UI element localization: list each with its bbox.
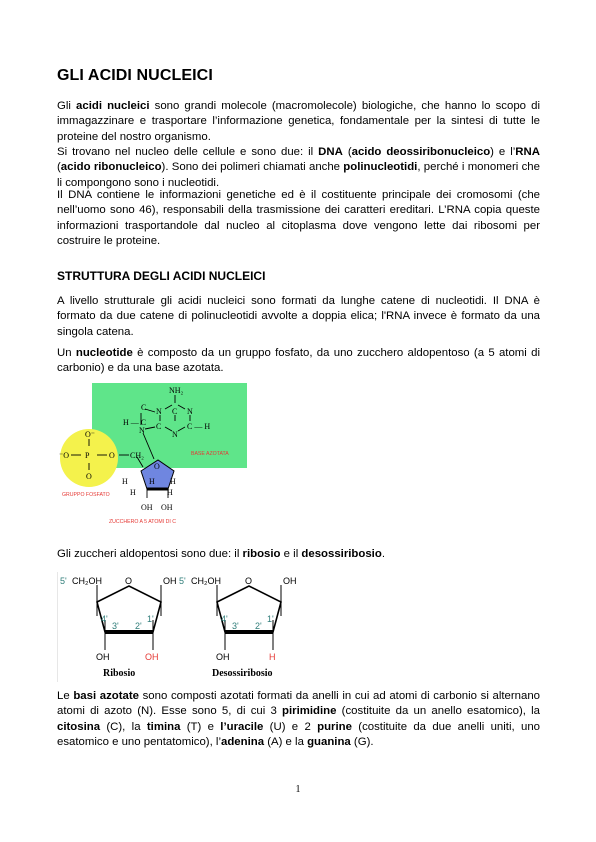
n-atom: N [172,430,178,439]
h-atom: H [167,488,173,497]
base-label: BASE AZOTATA [191,451,229,457]
c5-label: 5' [60,576,67,586]
oh-label: OH [96,652,110,662]
section-heading: STRUTTURA DEGLI ACIDI NUCLEICI [57,269,266,283]
ch2oh-label: CH₂OH [72,576,102,586]
h-atom: H [170,477,176,486]
oh-atom: OH [161,503,173,512]
sugars-diagram [57,572,309,682]
deoxyribose-2-h-label: H [269,652,276,662]
c1-label: 1' [147,614,154,624]
deoxyribose-name: Desossiribosio [212,668,273,679]
h-atom: H [122,477,128,486]
ribose-name: Ribosio [103,668,136,679]
ch2oh-label: CH₂OH [191,576,221,586]
h-atom: H [130,488,136,497]
hc-atom: H — C [123,418,147,427]
intro-paragraph-2: Si trovano nel nucleo delle cellule e sono due: il DNA (acido deossiribonucleico) e l’RNA (acido ribonucleico). Sono dei polimeri chiamati anche polinucleotidi, perché i monomeri che li compongono sono i nucleotidi. [57,146,540,189]
c-atom: C [156,422,162,431]
nucleotide-paragraph: Un nucleotide è composto da un gruppo fosfato, da uno zucchero aldopentoso (a 5 atomi di carbonio) e da una base azotata. [57,347,540,375]
oh-label: OH [216,652,230,662]
c3-label: 3' [232,621,239,631]
n-atom: N [139,426,145,435]
o-atom: O [86,472,92,481]
structure-paragraph: A livello strutturale gli acidi nucleici sono formati da lunghe catene di nucleotidi. Il DNA è formato da due catene di polinucleotidi avvolte a doppia elica; l'RNA invece è formato da una singola catena. [57,295,540,338]
c5-label: 5' [179,576,186,586]
oh-label: OH [163,576,177,586]
phosphate-label: GRUPPO FOSFATO [62,492,110,498]
n-atom: N [156,407,162,416]
c-atom: C [172,407,178,416]
o-atom: O [154,462,160,471]
bases-paragraph: Le basi azotate sono composti azotati formati da anelli in cui ad atomi di carbonio si alternano atomi di azoto (N). Esse sono 5, di cui 3 pirimidine (costituite da un anello esatomico), la citosina (C), la timina (T) e l’uracile (U) e 2 purine (costituite da due anelli uniti, uno esatomico e uno pentatomico), l’adenina (A) e la guanina (G). [57,690,540,748]
o-minus-atom: O⁻ [85,430,95,439]
ribose-2-oh-label: OH [145,652,159,662]
ring-oxygen: O [245,576,253,586]
intro-paragraph-1: Gli acidi nucleici sono grandi molecole (macromolecole) biologiche, che hanno lo scopo di immagazzinare e trasportare l’informazione genetica, fondamentale per la sintesi di tutte le proteine del nostro organismo. [57,100,540,143]
page-title: GLI ACIDI NUCLEICI [57,67,213,84]
ring-oxygen: O [125,576,133,586]
sugar-label: ZUCCHERO A 5 ATOMI DI C [109,519,176,525]
intro-paragraph-3: Il DNA contiene le informazioni genetiche ed è il costituente principale dei cromosomi (che nell’uomo sono 46), responsabili della trasmissione dei caratteri ereditari. L’RNA copia queste informazioni trasportandole dal nucleo al citoplasma dove vengono lette dai ribosomi per costruire le proteine. [57,189,540,247]
minus-o-atom: ⁻O [59,451,69,460]
oh-label: OH [283,576,297,586]
page-number: 1 [295,784,301,795]
c2-label: 2' [135,621,142,631]
p-atom: P [85,451,90,460]
c3-label: 3' [112,621,119,631]
c2-label: 2' [255,621,262,631]
ch2-atom: CH₂ [130,451,144,460]
c-atom: C [141,403,147,412]
h-atom: H [149,477,155,486]
c4-label: 4' [221,614,228,624]
c1-label: 1' [267,614,274,624]
sugars-paragraph: Gli zuccheri aldopentosi sono due: il ribosio e il desossiribosio. [57,548,385,560]
n-atom: N [187,407,193,416]
o-atom: O [109,451,115,460]
ch-atom: C — H [187,422,211,431]
c4-label: 4' [101,614,108,624]
oh-atom: OH [141,503,153,512]
nucleotide-diagram [59,383,259,530]
nh2-atom: NH₂ [169,386,184,395]
